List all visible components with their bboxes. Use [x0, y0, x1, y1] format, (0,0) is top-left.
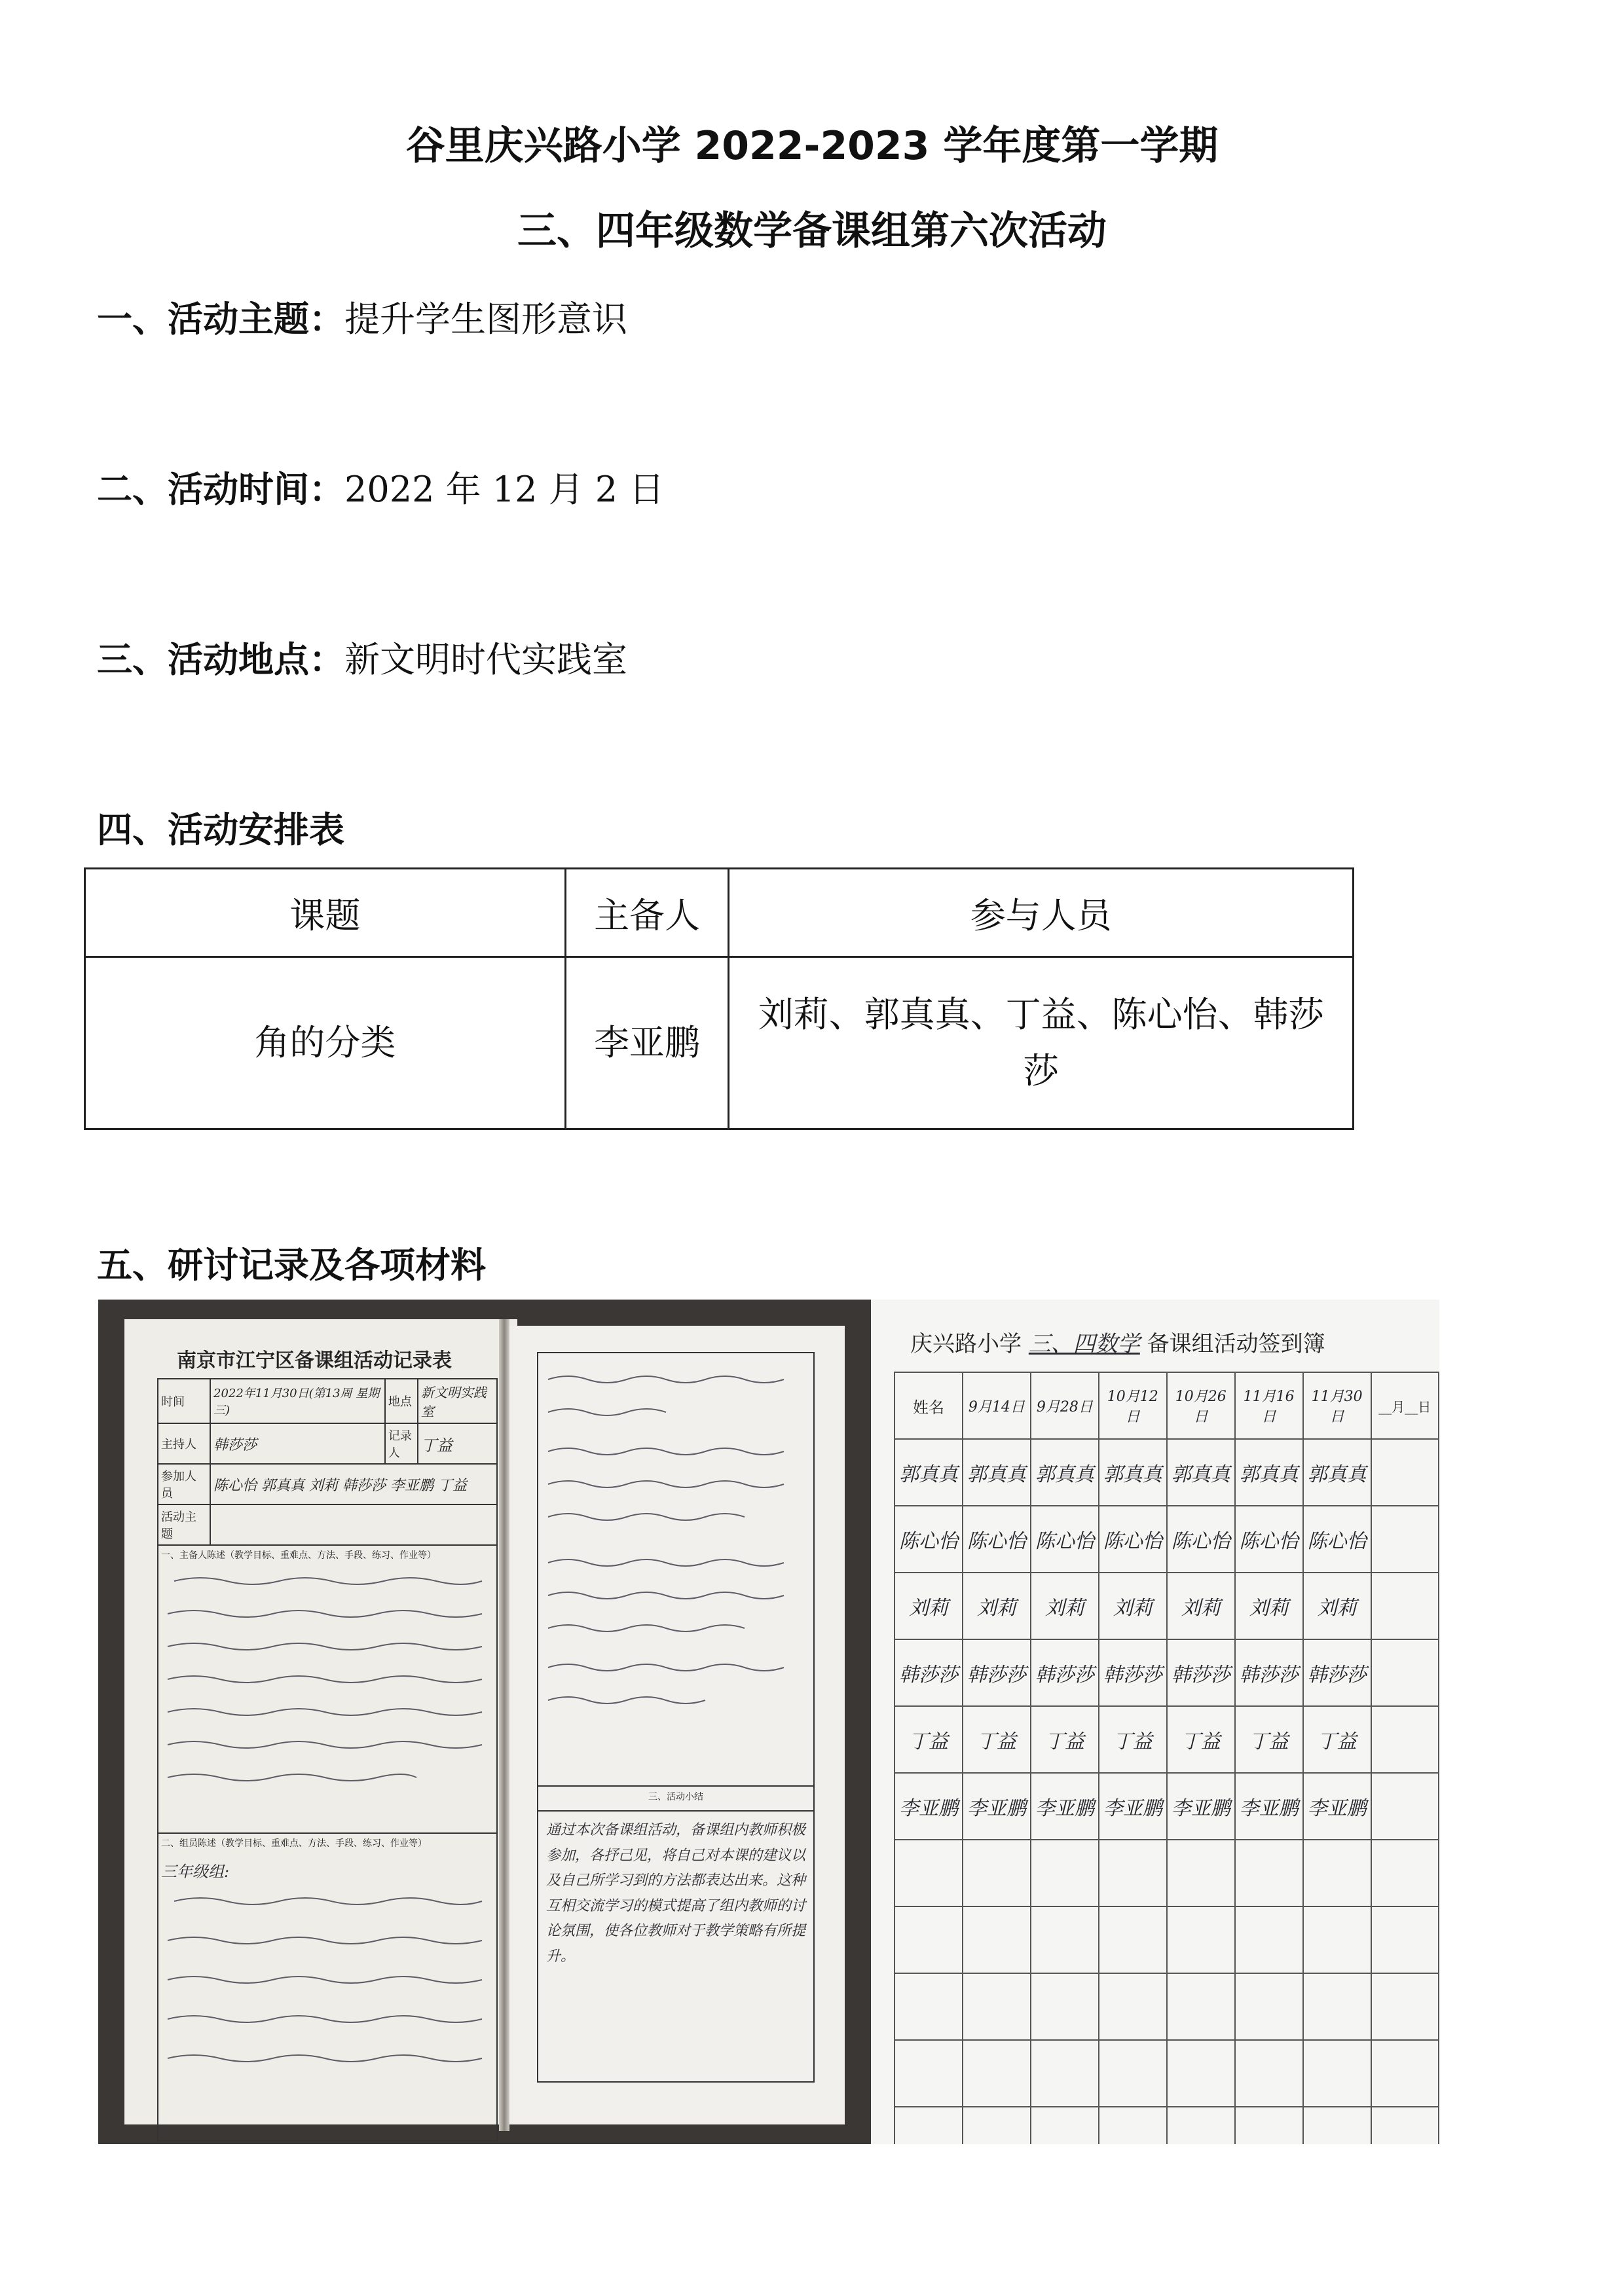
- value-place: 新文明实践室: [418, 1379, 497, 1423]
- signature: 陈心怡: [1167, 1506, 1235, 1573]
- signin-title-suffix: 备课组活动签到簿: [1147, 1331, 1325, 1357]
- value-host: 韩莎莎: [210, 1423, 385, 1464]
- form-title: 南京市江宁区备课组活动记录表: [177, 1349, 452, 1372]
- signature: 丁益: [1031, 1706, 1099, 1773]
- signin-title-prefix: 庆兴路小学: [910, 1331, 1022, 1357]
- signin-table: [894, 1372, 1439, 2144]
- value-participants: 陈心怡 郭真真 刘莉 韩莎莎 李亚鹏 丁益: [210, 1464, 497, 1504]
- schedule-heading: [97, 802, 344, 852]
- signature: 丁益: [1303, 1706, 1371, 1773]
- label-recorder: 记录人: [385, 1423, 418, 1464]
- handwriting-scribble-2: [161, 1882, 489, 2104]
- signin-row: [895, 1639, 1439, 1706]
- empty-row: [895, 1840, 1439, 1906]
- empty-row: [895, 1906, 1439, 1973]
- date-6: __月__日: [1371, 1372, 1439, 1439]
- signature: 李亚鹏: [1303, 1773, 1371, 1840]
- place-value: 新文明时代实践室: [344, 639, 627, 680]
- time-value: 2022 年 12 月 2 日: [344, 469, 665, 510]
- summary-text: 通过本次备课组活动，备课组内教师积极参加，各抒己见，将自己对本课的建议以及自己所学习到的方法都表达出来。这种互相交流学习的模式提高了组内教师的讨论氛围，使各位教师对于教学策略有所提升。: [537, 1810, 815, 2083]
- schedule-row: [85, 957, 1354, 1129]
- signature: 刘莉: [1235, 1573, 1303, 1639]
- cell-topic: 角的分类: [85, 957, 566, 1129]
- signin-row: [895, 1773, 1439, 1840]
- signature: 陈心怡: [1099, 1506, 1167, 1573]
- header-participants: 参与人员: [729, 869, 1354, 957]
- signature: 韩莎莎: [1099, 1639, 1167, 1706]
- signature: 刘莉: [1167, 1573, 1235, 1639]
- signature: 郭真真: [1167, 1439, 1235, 1506]
- date-5: 11月30日: [1303, 1372, 1371, 1439]
- date-0: 9月14日: [963, 1372, 1031, 1439]
- signature: 李亚鹏: [1235, 1773, 1303, 1840]
- schedule-header-row: [85, 869, 1354, 957]
- document-subtitle: 三、四年级数学备课组第六次活动: [517, 208, 1107, 254]
- signin-row: [895, 1439, 1439, 1506]
- signature: 李亚鹏: [1099, 1773, 1167, 1840]
- signature: 郭真真: [1235, 1439, 1303, 1506]
- book-spine: [499, 1319, 509, 2131]
- section2-cell: [158, 1833, 497, 2141]
- signature: 丁益: [1099, 1706, 1167, 1773]
- signature: 刘莉: [1303, 1573, 1371, 1639]
- date-3: 10月26日: [1167, 1372, 1235, 1439]
- signin-row: [895, 1573, 1439, 1639]
- signature: 陈心怡: [963, 1506, 1031, 1573]
- activity-place: [97, 632, 627, 682]
- signature: 韩莎莎: [963, 1639, 1031, 1706]
- label-place: 地点: [385, 1379, 418, 1423]
- signature: 郭真真: [1303, 1439, 1371, 1506]
- record-form-table: [157, 1378, 498, 2141]
- signin-sheet-photo: [871, 1300, 1439, 2144]
- empty-row: [895, 1973, 1439, 2040]
- value-time: 2022年11月30日(第13周 星期三): [210, 1379, 385, 1423]
- schedule-label: 四、活动安排表: [97, 809, 344, 850]
- label-host: 主持人: [158, 1423, 210, 1464]
- signature: 陈心怡: [1303, 1506, 1371, 1573]
- section1-title: 一、主备人陈述（教学目标、重难点、方法、手段、练习、作业等）: [161, 1550, 436, 1561]
- signature: 陈心怡: [1031, 1506, 1099, 1573]
- signer-name: 陈心怡: [895, 1506, 963, 1573]
- signature: 韩莎莎: [1031, 1639, 1099, 1706]
- handwriting-scribble: [161, 1561, 489, 1810]
- signer-name: 刘莉: [895, 1573, 963, 1639]
- place-label: 三、活动地点：: [97, 639, 344, 680]
- section3-title: 三、活动小结: [537, 1784, 815, 1812]
- label-topic: 活动主题: [158, 1504, 210, 1545]
- theme-value: 提升学生图形意识: [344, 299, 627, 340]
- section1-cell: [158, 1545, 497, 1833]
- empty-row: [895, 2107, 1439, 2144]
- activity-time: [97, 462, 664, 512]
- name-header: 姓名: [895, 1372, 963, 1439]
- schedule-table: [84, 867, 1354, 1130]
- signin-row: [895, 1506, 1439, 1573]
- signature: 韩莎莎: [1303, 1639, 1371, 1706]
- header-topic: 课题: [85, 869, 566, 957]
- theme-label: 一、活动主题：: [97, 299, 344, 340]
- signin-title-fill: 三、四数学: [1028, 1331, 1140, 1357]
- record-page-left: [124, 1319, 517, 2124]
- cell-participants: 刘莉、郭真真、丁益、陈心怡、韩莎莎: [729, 957, 1354, 1129]
- signin-header-row: [895, 1372, 1439, 1439]
- records-heading: [97, 1237, 486, 1288]
- empty-row: [895, 2040, 1439, 2107]
- signature: 李亚鹏: [1167, 1773, 1235, 1840]
- record-page-right: [504, 1326, 845, 2124]
- signature: 丁益: [1235, 1706, 1303, 1773]
- signature: 丁益: [963, 1706, 1031, 1773]
- signature: 郭真真: [1099, 1439, 1167, 1506]
- activity-theme: [97, 291, 627, 342]
- signature: 韩莎莎: [1167, 1639, 1235, 1706]
- signature: 郭真真: [963, 1439, 1031, 1506]
- signin-row: [895, 1706, 1439, 1773]
- signin-title: [910, 1326, 1325, 1358]
- time-label: 二、活动时间：: [97, 469, 344, 510]
- label-time: 时间: [158, 1379, 210, 1423]
- date-2: 10月12日: [1099, 1372, 1167, 1439]
- signature: 陈心怡: [1235, 1506, 1303, 1573]
- signer-name: 郭真真: [895, 1439, 963, 1506]
- signer-name: 韩莎莎: [895, 1639, 963, 1706]
- signature: 李亚鹏: [1031, 1773, 1099, 1840]
- section2-title: 二、组员陈述（教学目标、重难点、方法、手段、练习、作业等）: [161, 1838, 427, 1849]
- signature: 丁益: [1167, 1706, 1235, 1773]
- signature: 刘莉: [963, 1573, 1031, 1639]
- signature: 韩莎莎: [1235, 1639, 1303, 1706]
- document-title: 谷里庆兴路小学 2022-2023 学年度第一学期: [405, 123, 1219, 169]
- signer-name: 李亚鹏: [895, 1773, 963, 1840]
- record-book-photo: [98, 1300, 871, 2144]
- records-label: 五、研讨记录及各项材料: [97, 1245, 486, 1286]
- handwriting-scribble-3: [538, 1353, 813, 1720]
- cell-lead: 李亚鹏: [565, 957, 729, 1129]
- signature: 刘莉: [1099, 1573, 1167, 1639]
- date-1: 9月28日: [1031, 1372, 1099, 1439]
- signature: 李亚鹏: [963, 1773, 1031, 1840]
- signature: 刘莉: [1031, 1573, 1099, 1639]
- label-participants: 参加人员: [158, 1464, 210, 1504]
- signature: 郭真真: [1031, 1439, 1099, 1506]
- header-lead: 主备人: [565, 869, 729, 957]
- date-4: 11月16日: [1235, 1372, 1303, 1439]
- signer-name: 丁益: [895, 1706, 963, 1773]
- record-continuation-box: [537, 1352, 815, 1787]
- grade-note: 三年级组:: [161, 1863, 230, 1881]
- value-recorder: 丁益: [418, 1423, 497, 1464]
